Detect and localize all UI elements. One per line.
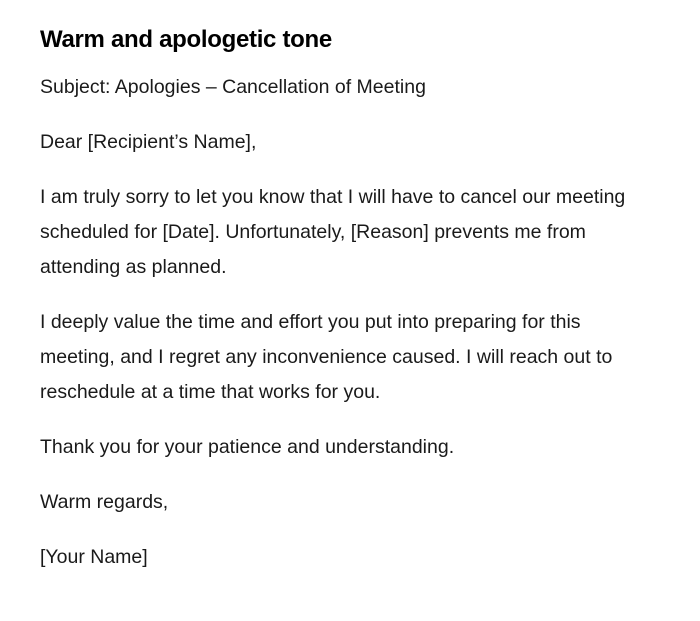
body-paragraph-3: Thank you for your patience and understanding.: [40, 436, 455, 458]
document-title: Warm and apologetic tone: [40, 26, 332, 53]
letter-document: [40, 24, 650, 595]
body-paragraph-1: I am truly sorry to let you know that I will have to cancel our meeting scheduled for [Date]. Unfortunately, [Reason] prevents me from attending as planned.: [40, 186, 626, 278]
salutation: Dear [Recipient’s Name],: [40, 131, 257, 153]
signature: [Your Name]: [40, 546, 148, 568]
email-subject: Subject: Apologies – Cancellation of Meeting: [40, 76, 426, 98]
closing: Warm regards,: [40, 491, 169, 513]
body-paragraph-2: I deeply value the time and effort you put into preparing for this meeting, and I regret any inconvenience caused. I will reach out to reschedule at a time that works for you.: [40, 311, 613, 403]
